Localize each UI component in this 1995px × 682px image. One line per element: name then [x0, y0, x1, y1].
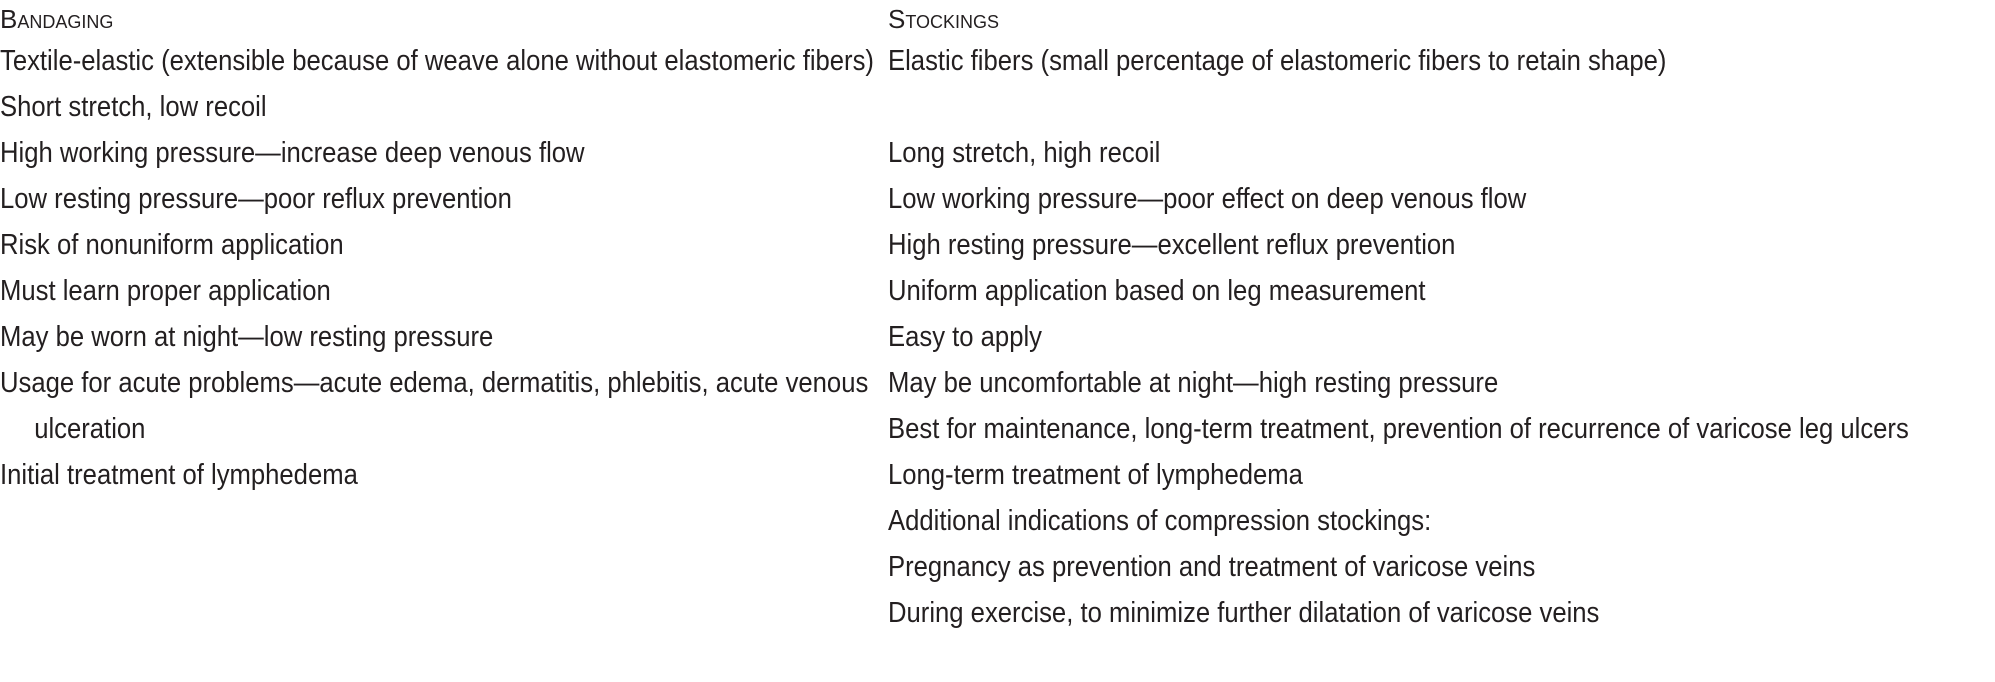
bandaging-item: Short stretch, low recoil [0, 91, 267, 123]
bandaging-heading: Bandaging [0, 4, 114, 34]
stockings-item: Low working pressure—poor effect on deep venous flow [888, 183, 1527, 215]
bandaging-item: May be worn at night—low resting pressure [0, 321, 494, 353]
bandaging-item: Low resting pressure—poor reflux prevention [0, 183, 512, 215]
stockings-item: Additional indications of compression stockings: [888, 505, 1432, 537]
stockings-item: Pregnancy as prevention and treatment of varicose veins [888, 551, 1536, 583]
bandaging-item: Usage for acute problems—acute edema, dermatitis, phlebitis, acute venous ulceration [0, 367, 869, 445]
stockings-spacer [888, 84, 1995, 130]
stockings-item: High resting pressure—excellent reflux prevention [888, 229, 1456, 261]
stockings-item: Elastic fibers (small percentage of elastomeric fibers to retain shape) [888, 45, 1667, 77]
bandaging-column [0, 0, 880, 498]
bandaging-item: Must learn proper application [0, 275, 331, 307]
stockings-item: During exercise, to minimize further dilatation of varicose veins [888, 597, 1600, 629]
stockings-item: May be uncomfortable at night—high resting pressure [888, 367, 1499, 399]
bandaging-item: Textile-elastic (extensible because of weave alone without elastomeric fibers) [0, 45, 874, 77]
stockings-item: Easy to apply [888, 321, 1042, 353]
stockings-item: Long stretch, high recoil [888, 137, 1161, 169]
bandaging-item: Risk of nonuniform application [0, 229, 344, 261]
bandaging-item: Initial treatment of lymphedema [0, 459, 358, 491]
stockings-item: Best for maintenance, long-term treatment, prevention of recurrence of varicose leg ulcers [888, 413, 1909, 445]
stockings-column [888, 0, 1995, 636]
stockings-heading: Stockings [888, 4, 1000, 34]
stockings-item: Long-term treatment of lymphedema [888, 459, 1303, 491]
stockings-item: Uniform application based on leg measurement [888, 275, 1426, 307]
bandaging-item: High working pressure—increase deep venous flow [0, 137, 585, 169]
